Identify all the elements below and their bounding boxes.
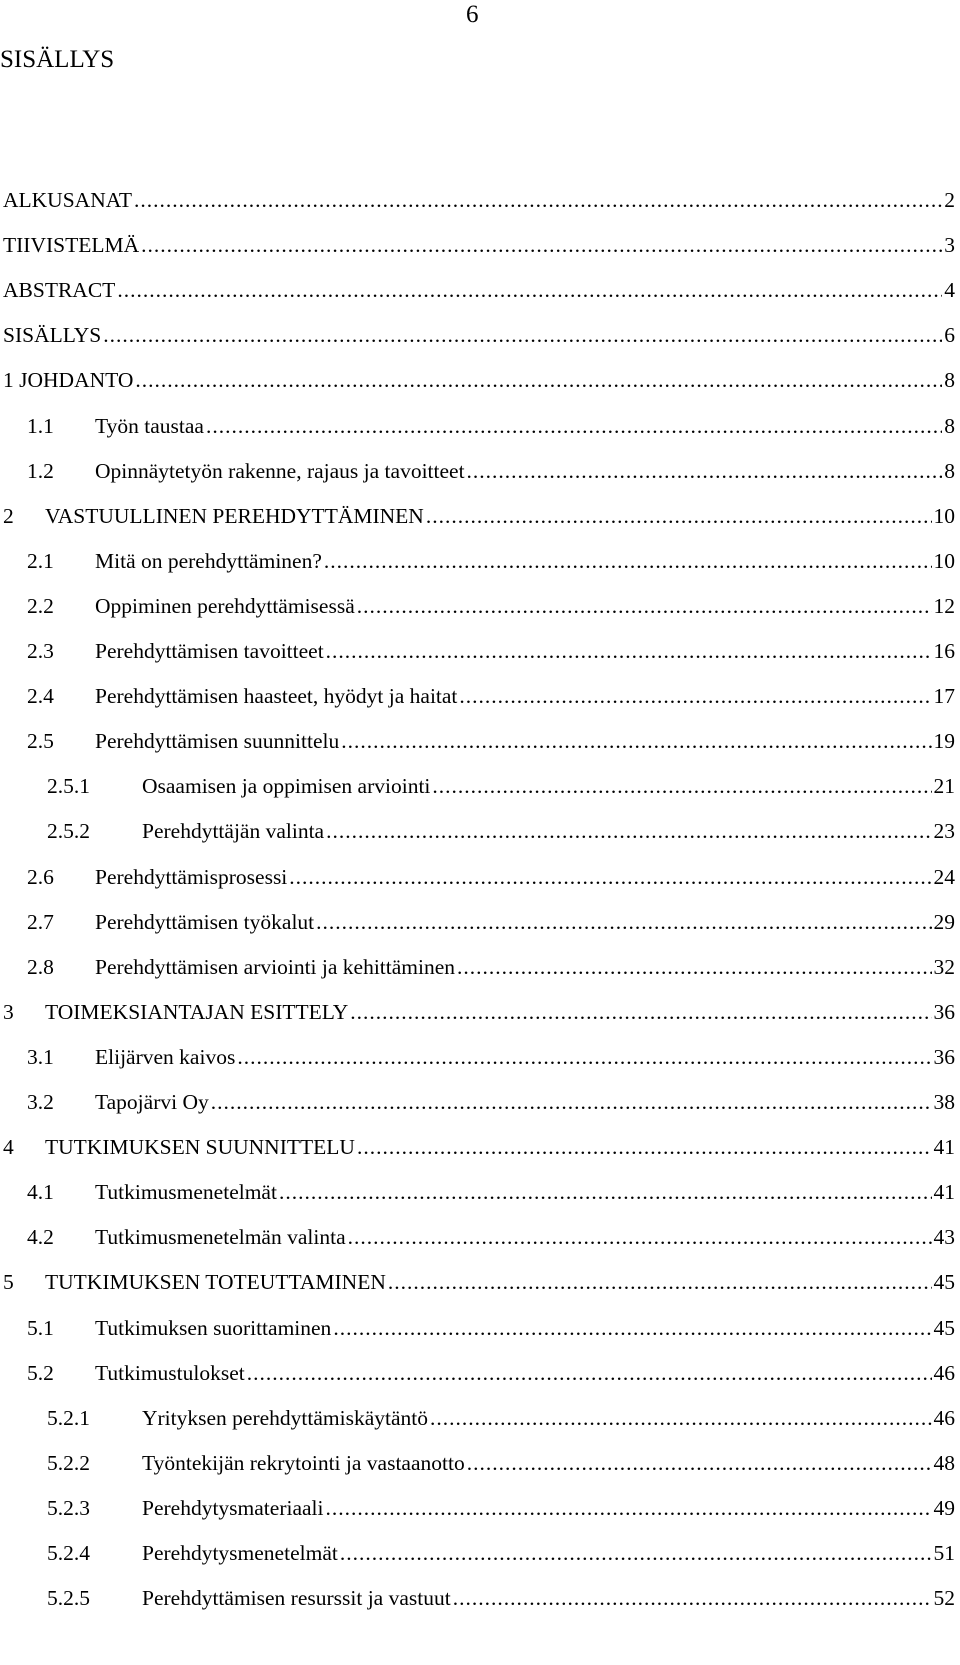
toc-entry[interactable] bbox=[47, 1582, 955, 1614]
dot-leader bbox=[279, 1176, 932, 1208]
toc-entry-title: Tutkimuksen suorittaminen bbox=[95, 1315, 332, 1340]
toc-entry[interactable] bbox=[27, 861, 955, 893]
dot-leader bbox=[211, 1086, 932, 1118]
toc-entry-title: Perehdyttämisen arviointi ja kehittäminen bbox=[95, 954, 456, 979]
toc-entry-number: 2.7 bbox=[27, 909, 54, 934]
toc-entry-page: 24 bbox=[933, 864, 955, 889]
dot-leader bbox=[135, 364, 942, 396]
dot-leader bbox=[432, 770, 931, 802]
toc-entry-number: 2.8 bbox=[27, 954, 54, 979]
toc-entry-title: Tutkimusmenetelmän valinta bbox=[95, 1225, 346, 1250]
toc-entry-page: 12 bbox=[933, 593, 955, 618]
toc-entry[interactable] bbox=[47, 1402, 955, 1434]
toc-entry-title: Oppiminen perehdyttämisessä bbox=[95, 593, 355, 618]
toc-entry-title: Mitä on perehdyttäminen? bbox=[95, 548, 322, 573]
dot-leader bbox=[453, 1582, 932, 1614]
toc-entry-number: 2.5.2 bbox=[47, 819, 90, 844]
toc-entry[interactable] bbox=[47, 1537, 955, 1569]
toc-entry-title: Perehdytysmateriaali bbox=[142, 1495, 324, 1520]
toc-entry-page: 6 bbox=[944, 323, 955, 348]
toc-entry[interactable] bbox=[3, 500, 955, 532]
toc-entry[interactable] bbox=[3, 229, 955, 261]
toc-entry-number: 2.4 bbox=[27, 684, 54, 709]
toc-entry[interactable] bbox=[47, 1492, 955, 1524]
dot-leader bbox=[467, 1447, 932, 1479]
toc-entry-title: ABSTRACT bbox=[3, 278, 116, 303]
toc-entry[interactable] bbox=[47, 815, 955, 847]
dot-leader bbox=[134, 184, 942, 216]
dot-leader bbox=[141, 229, 942, 261]
toc-entry-title: Opinnäytetyön rakenne, rajaus ja tavoitteet bbox=[95, 458, 465, 483]
toc-entry-title: Työntekijän rekrytointi ja vastaanotto bbox=[142, 1450, 465, 1475]
toc-entry[interactable] bbox=[3, 996, 955, 1028]
toc-entry-number: 4.2 bbox=[27, 1225, 54, 1250]
toc-entry-page: 8 bbox=[944, 368, 955, 393]
toc-entry-page: 52 bbox=[933, 1586, 955, 1611]
dot-leader bbox=[350, 996, 931, 1028]
toc-entry-title: 1 JOHDANTO bbox=[3, 368, 134, 393]
dot-leader bbox=[426, 500, 932, 532]
toc-entry-page: 8 bbox=[944, 413, 955, 438]
toc-entry-number: 2.6 bbox=[27, 864, 54, 889]
toc-entry-page: 38 bbox=[933, 1090, 955, 1114]
dot-leader bbox=[457, 951, 931, 983]
toc-entry-page: 10 bbox=[933, 503, 955, 528]
toc-entry-page: 2 bbox=[944, 188, 955, 212]
dot-leader bbox=[348, 1221, 932, 1253]
toc-entry-number: 5.2.5 bbox=[47, 1586, 90, 1611]
toc-entry[interactable] bbox=[27, 725, 955, 757]
toc-entry-title: Perehdyttämisen tavoitteet bbox=[95, 639, 324, 663]
dot-leader bbox=[388, 1266, 932, 1298]
toc-entry-title: Tapojärvi Oy bbox=[95, 1090, 209, 1114]
toc-entry-page: 10 bbox=[933, 548, 955, 573]
dot-leader bbox=[340, 1537, 932, 1569]
toc-entry-number: 2.2 bbox=[27, 593, 54, 618]
toc-entry-page: 4 bbox=[944, 278, 955, 303]
toc-entry-number: 2 bbox=[3, 503, 14, 528]
toc-entry-page: 41 bbox=[933, 1180, 955, 1205]
toc-entry-title: SISÄLLYS bbox=[3, 323, 102, 348]
toc-entry[interactable] bbox=[27, 1086, 955, 1118]
dot-leader bbox=[237, 1041, 931, 1073]
toc-entry-title: Perehdyttämisen resurssit ja vastuut bbox=[142, 1586, 451, 1611]
toc-entry-number: 2.5 bbox=[27, 729, 54, 754]
toc-entry-page: 36 bbox=[933, 1044, 955, 1069]
toc-entry-title: Perehdyttämisen työkalut bbox=[95, 909, 315, 934]
toc-entry-title: TUTKIMUKSEN SUUNNITTELU bbox=[45, 1135, 355, 1160]
toc-entry-title: Elijärven kaivos bbox=[95, 1044, 236, 1069]
toc-entry[interactable] bbox=[27, 635, 955, 667]
toc-entry-title: Perehdyttämisprosessi bbox=[95, 864, 288, 889]
dot-leader bbox=[357, 1131, 932, 1163]
toc-entry-number: 3.2 bbox=[27, 1090, 54, 1114]
toc-entry-page: 17 bbox=[933, 684, 955, 709]
toc-entry-page: 8 bbox=[944, 458, 955, 483]
toc-entry-title: TOIMEKSIANTAJAN ESITTELY bbox=[45, 999, 349, 1024]
toc-entry-page: 45 bbox=[933, 1315, 955, 1340]
toc-entry-page: 48 bbox=[933, 1450, 955, 1475]
toc-entry[interactable] bbox=[27, 680, 955, 712]
toc-entry-number: 5.2.1 bbox=[47, 1405, 90, 1430]
toc-entry[interactable] bbox=[47, 1447, 955, 1479]
toc-entry-title: Työn taustaa bbox=[95, 413, 204, 438]
toc-entry-page: 36 bbox=[933, 999, 955, 1024]
page-title: SISÄLLYS bbox=[0, 46, 115, 73]
toc-entry-page: 46 bbox=[933, 1360, 955, 1385]
toc-entry-title: Yrityksen perehdyttämiskäytäntö bbox=[142, 1405, 428, 1430]
toc-entry[interactable] bbox=[27, 1221, 955, 1253]
toc-entry-page: 21 bbox=[933, 774, 955, 799]
dot-leader bbox=[247, 1357, 932, 1389]
toc-entry-page: 49 bbox=[933, 1495, 955, 1520]
dot-leader bbox=[326, 815, 931, 847]
toc-entry-number: 1.2 bbox=[27, 458, 54, 483]
toc-entry-title: Perehdytysmenetelmät bbox=[142, 1541, 338, 1565]
toc-entry-page: 32 bbox=[933, 954, 955, 979]
dot-leader bbox=[326, 1492, 932, 1524]
toc-entry[interactable] bbox=[27, 1357, 955, 1389]
dot-leader bbox=[357, 590, 932, 622]
dot-leader bbox=[103, 319, 942, 351]
toc-entry-number: 2.5.1 bbox=[47, 774, 90, 799]
toc-entry-number: 2.3 bbox=[27, 639, 54, 663]
toc-entry-page: 51 bbox=[933, 1541, 955, 1565]
toc-entry-title: Tutkimusmenetelmät bbox=[95, 1180, 277, 1205]
dot-leader bbox=[459, 680, 931, 712]
toc-entry-number: 5.2.4 bbox=[47, 1541, 90, 1565]
toc-entry-page: 45 bbox=[933, 1270, 955, 1295]
toc-entry[interactable] bbox=[3, 364, 955, 396]
dot-leader bbox=[430, 1402, 932, 1434]
dot-leader bbox=[324, 545, 932, 577]
toc-entry-title: Tutkimustulokset bbox=[95, 1360, 245, 1385]
dot-leader bbox=[467, 455, 943, 487]
dot-leader bbox=[316, 906, 931, 938]
toc-entry[interactable] bbox=[3, 319, 955, 351]
toc-entry-page: 43 bbox=[933, 1225, 955, 1250]
toc-entry[interactable] bbox=[27, 545, 955, 577]
toc-entry-title: Perehdyttämisen haasteet, hyödyt ja haitat bbox=[95, 684, 458, 709]
toc-entry-number: 5.2.3 bbox=[47, 1495, 90, 1520]
toc-entry[interactable] bbox=[27, 410, 955, 442]
toc-entry-number: 4.1 bbox=[27, 1180, 54, 1205]
dot-leader bbox=[206, 410, 942, 442]
dot-leader bbox=[341, 725, 931, 757]
toc-entry-title: Osaamisen ja oppimisen arviointi bbox=[142, 774, 431, 799]
toc-entry-title: ALKUSANAT bbox=[3, 188, 132, 212]
toc-entry[interactable] bbox=[3, 1131, 955, 1163]
toc-entry-page: 3 bbox=[944, 233, 955, 258]
toc-entry-page: 46 bbox=[933, 1405, 955, 1430]
toc-entry-page: 19 bbox=[933, 729, 955, 754]
toc-entry-number: 3.1 bbox=[27, 1044, 54, 1069]
toc-entry[interactable] bbox=[27, 590, 955, 622]
toc-entry-title: TUTKIMUKSEN TOTEUTTAMINEN bbox=[45, 1270, 386, 1295]
page-number: 6 bbox=[466, 1, 479, 28]
toc-entry-page: 16 bbox=[933, 639, 955, 663]
toc-entry-number: 5 bbox=[3, 1270, 14, 1295]
toc-entry[interactable] bbox=[3, 274, 955, 306]
toc-entry-number: 3 bbox=[3, 999, 14, 1024]
toc-entry-number: 5.1 bbox=[27, 1315, 54, 1340]
toc-entry-title: VASTUULLINEN PEREHDYTTÄMINEN bbox=[45, 503, 424, 528]
toc-entry[interactable] bbox=[27, 951, 955, 983]
toc-entry-number: 5.2.2 bbox=[47, 1450, 90, 1475]
toc-entry-page: 29 bbox=[933, 909, 955, 934]
toc-entry[interactable] bbox=[27, 906, 955, 938]
dot-leader bbox=[326, 635, 932, 667]
toc-entry-title: TIIVISTELMÄ bbox=[3, 233, 140, 258]
toc-entry[interactable] bbox=[3, 1266, 955, 1298]
toc-entry[interactable] bbox=[27, 455, 955, 487]
toc-entry-page: 41 bbox=[933, 1135, 955, 1160]
toc-entry-number: 1.1 bbox=[27, 413, 54, 438]
toc-entry[interactable] bbox=[27, 1176, 955, 1208]
dot-leader bbox=[117, 274, 942, 306]
toc-entry[interactable] bbox=[3, 184, 955, 216]
toc-entry-title: Perehdyttäjän valinta bbox=[142, 819, 325, 844]
toc-entry[interactable] bbox=[27, 1041, 955, 1073]
toc-entry-number: 5.2 bbox=[27, 1360, 54, 1385]
toc-entry[interactable] bbox=[47, 770, 955, 802]
dot-leader bbox=[289, 861, 931, 893]
toc-entry-number: 4 bbox=[3, 1135, 14, 1160]
toc-entry[interactable] bbox=[27, 1312, 955, 1344]
toc-entry-page: 23 bbox=[933, 819, 955, 844]
dot-leader bbox=[333, 1312, 931, 1344]
toc-entry-number: 2.1 bbox=[27, 548, 54, 573]
toc-entry-title: Perehdyttämisen suunnittelu bbox=[95, 729, 340, 754]
